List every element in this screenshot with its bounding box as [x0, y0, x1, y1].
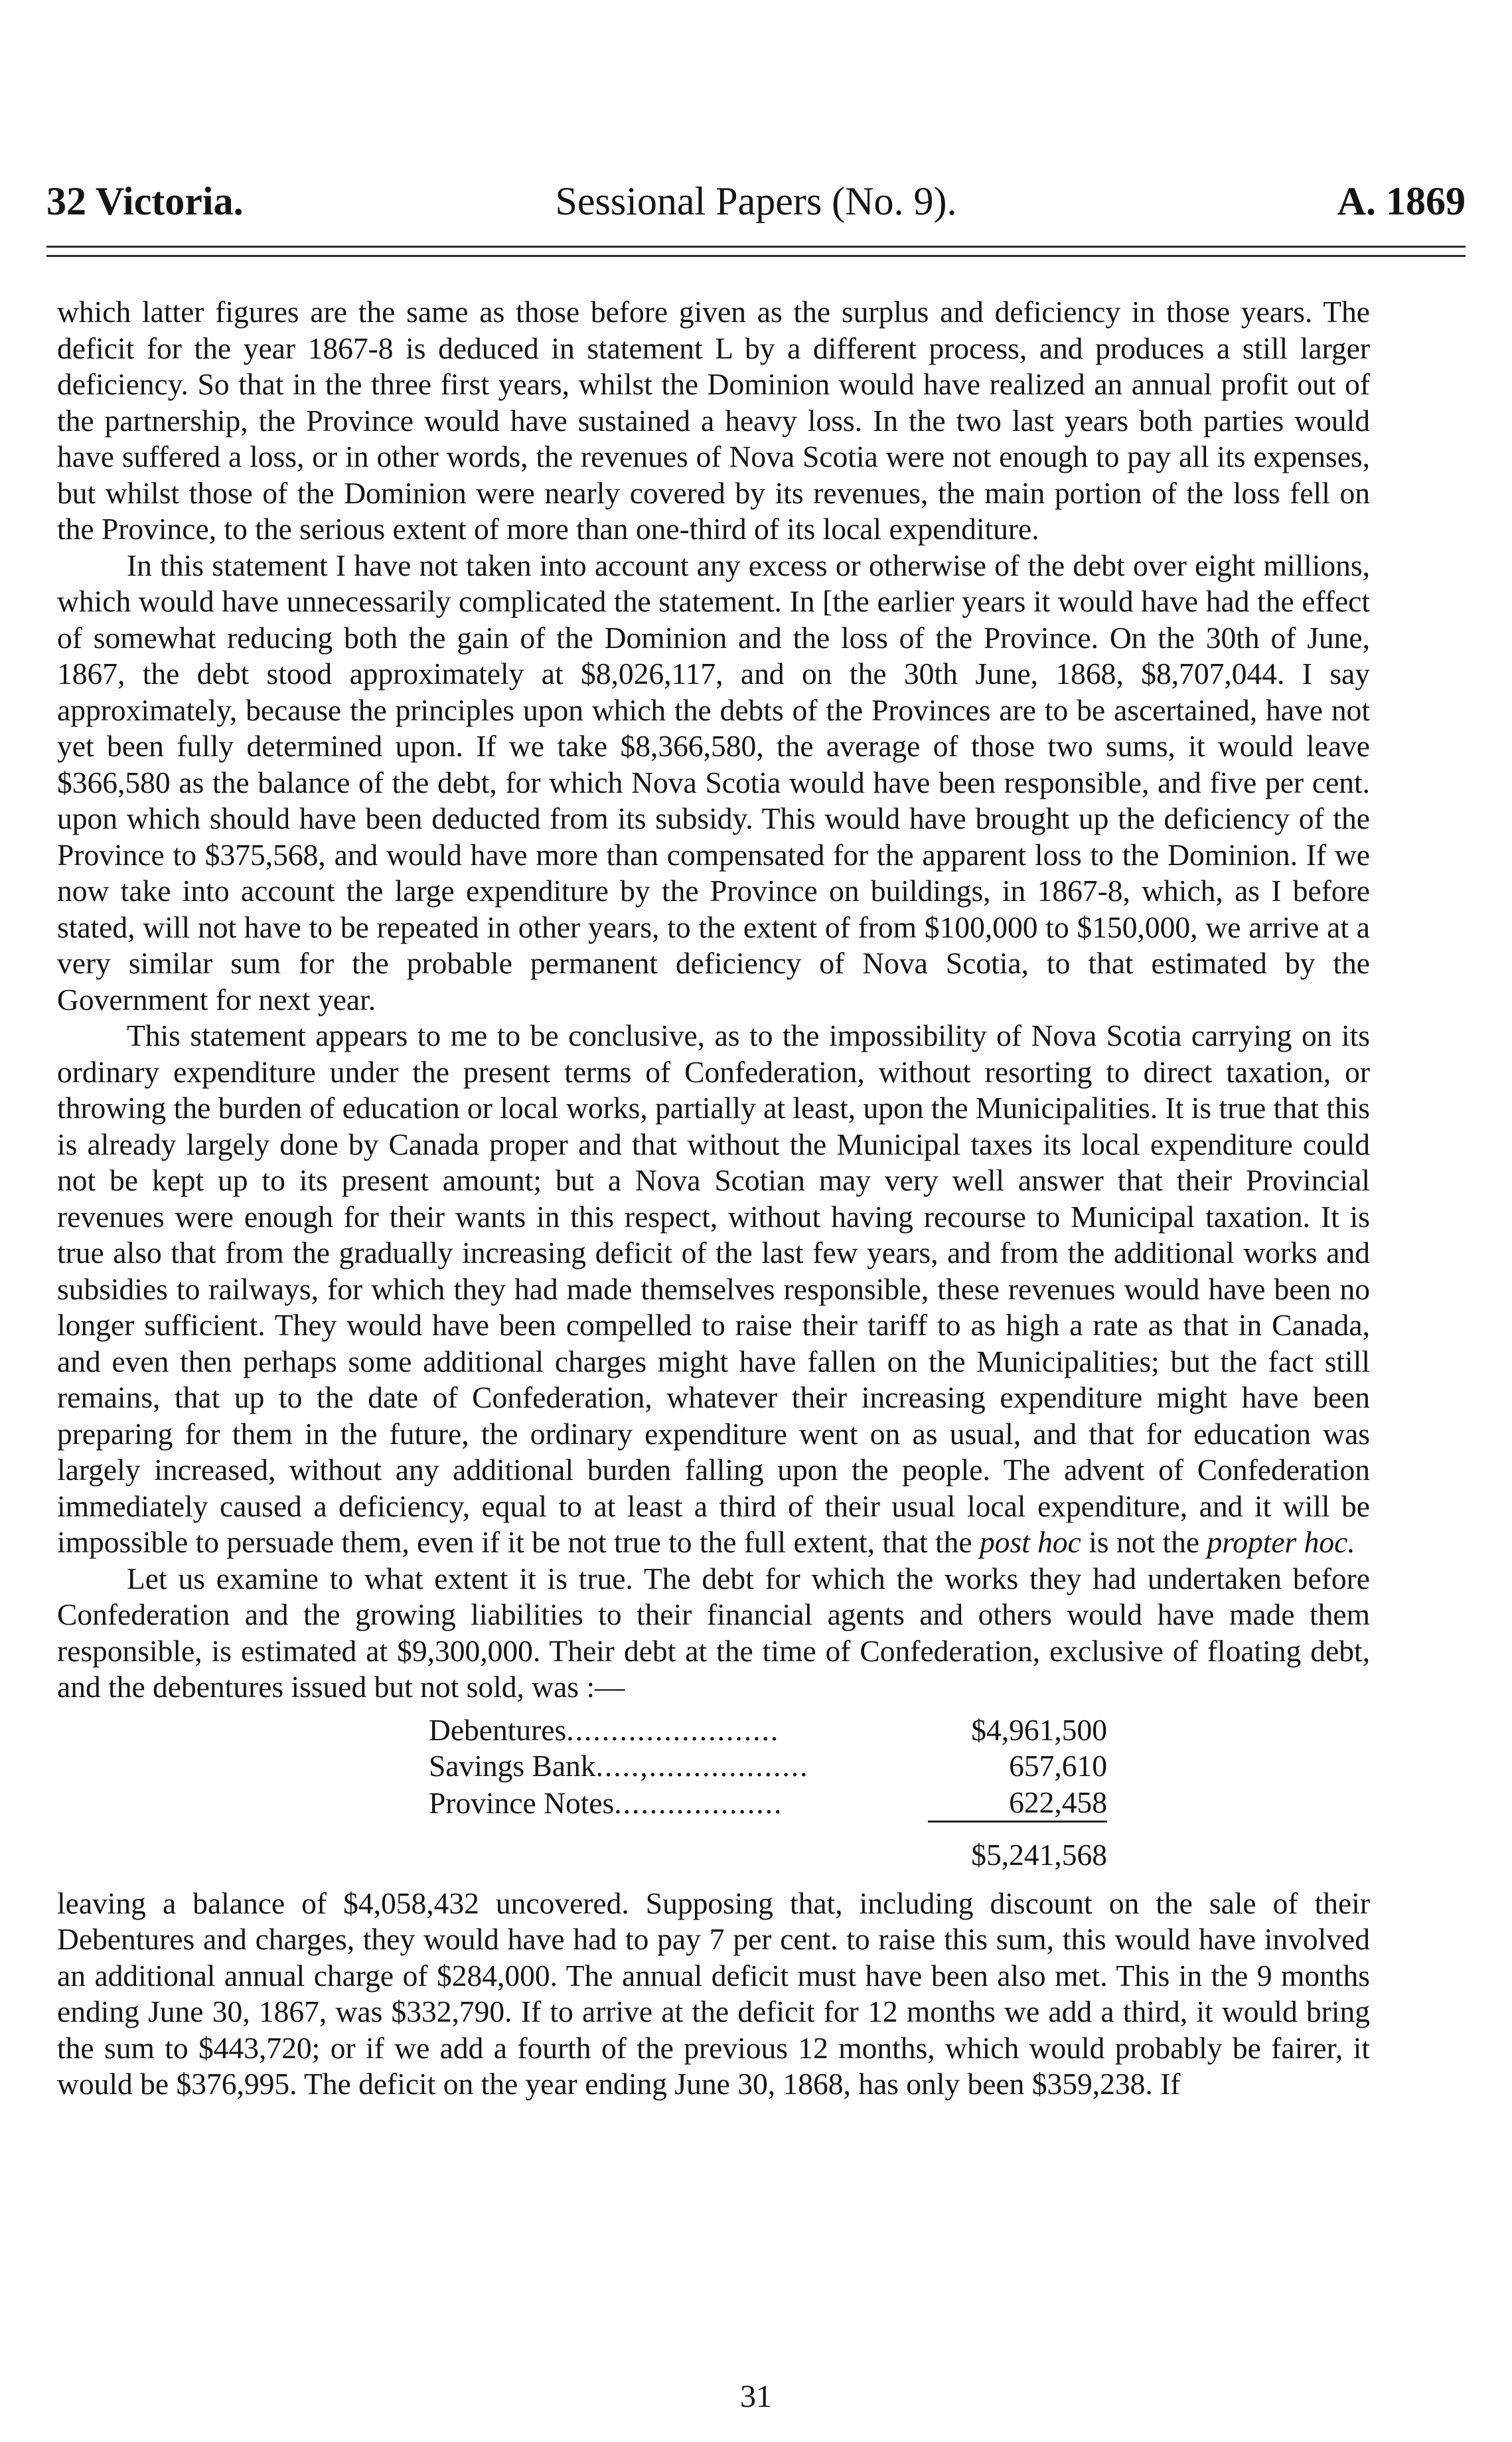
- paragraph-examine: Let us examine to what extent it is true. The debt for which the works they had undertaken before Confederation and the growing liabilities to their financial agents and others would have made them responsible, is estimated at $9,300,000. Their debt at the time of Confederation, exclusive of floating debt, and the debentures issued but not sold, was :—: [57, 1561, 1370, 1704]
- row-amount: 657,610: [1009, 1749, 1107, 1783]
- running-header: [46, 165, 1466, 238]
- rule-upper: [46, 246, 1466, 248]
- table-row: [429, 1785, 1107, 1822]
- row-label: Province Notes...................: [429, 1786, 783, 1820]
- row-amount: $4,961,500: [971, 1712, 1107, 1747]
- paragraph-conclusion: [57, 1018, 1370, 1561]
- row-label: Debentures........................: [429, 1712, 780, 1747]
- rule-lower: [46, 255, 1466, 257]
- paragraph-text: This statement appears to me to be conclusive, as to the impossibility of Nova Scotia carrying on its ordinary expenditure under the present terms of Confederation, without resorting to direct taxation, or throwing the burden of education or local works, partially at least, upon the Municipalities. It is true that this is already largely done by Canada proper and that without the Municipal taxes its local expenditure could not be kept up to its present amount; but a Nova Scotian may very well answer that their Provincial revenues were enough for their wants in this respect, without having recourse to Municipal taxation. It is true also that from the gradually increasing deficit of the last few years, and from the additional works and subsidies to railways, for which they had made themselves responsible, these revenues would have been no longer sufficient. They would have been compelled to raise their tariff to as high a rate as that in Canada, and even then perhaps some additional charges might have fallen on the Municipalities; but the fact still remains, that up to the date of Confederation, whatever their increasing expenditure might have been preparing for them in the future, the ordinary expenditure went on as usual, and that for education was largely increased, without any additional burden falling upon the people. The advent of Confederation immediately caused a deficiency, equal to at least a third of their usual local expenditure, and it will be impossible to persuade them, even if it be not true to the full extent, that the: [57, 1018, 1370, 1559]
- paragraph-debt-statement: In this statement I have not taken into account any excess or otherwise of the debt over eight millions, which would have unnecessarily complicated the statement. In [the earlier years it would have had the effect of somewhat reducing both the gain of the Dominion and the loss of the Province. On the 30th of June, 1867, the debt stood approximately at $8,026,117, and on the 30th June, 1868, $8,707,044. I say approximately, because the principles upon which the debts of the Provinces are to be ascertained, have not yet been fully determined upon. If we take $8,366,580, the average of those two sums, it would leave $366,580 as the balance of the debt, for which Nova Scotia would have been responsible, and five per cent. upon which should have been deducted from its subsidy. This would have brought up the deficiency of the Province to $375,568, and would have more than compensated for the apparent loss to the Dominion. If we now take into account the large expenditure by the Province on buildings, in 1867-8, which, as I before stated, will not have to be repeated in other years, to the extent of from $100,000 to $150,000, we arrive at a very similar sum for the probable permanent deficiency of Nova Scotia, to that estimated by the Government for next year.: [57, 548, 1370, 1017]
- paragraph-leaving-balance: leaving a balance of $4,058,432 uncovered. Supposing that, including discount on the sale of their Debentures and charges, they would have had to pay 7 per cent. to raise this sum, this would have involved an additional annual charge of $284,000. The annual deficit must have been also met. This in the 9 months ending June 30, 1867, was $332,790. If to arrive at the deficit for 12 months we add a third, it would bring the sum to $443,720; or if we add a fourth of the previous 12 months, which would probably be fairer, it would be $376,995. The deficit on the year ending June 30, 1868, has only been $359,238. If: [57, 1886, 1370, 2101]
- italic-phrase-propter-hoc: propter hoc.: [1207, 1525, 1355, 1559]
- table-row: [429, 1712, 1107, 1749]
- italic-phrase-post-hoc: post hoc: [979, 1525, 1081, 1559]
- header-session: 32 Victoria.: [46, 179, 244, 223]
- header-double-rule: [46, 246, 1466, 262]
- table-total-row: [429, 1822, 1107, 1874]
- header-year: A. 1869: [1337, 179, 1466, 223]
- header-title: Sessional Papers (No. 9).: [555, 179, 957, 223]
- total-amount: $5,241,568: [971, 1838, 1107, 1872]
- table-row: [429, 1748, 1107, 1785]
- debt-statement-table: [429, 1712, 1107, 1874]
- page-body: [57, 294, 1370, 2103]
- row-amount: 622,458: [928, 1785, 1107, 1822]
- paragraph-continued: which latter figures are the same as those before given as the surplus and deficiency in those years. The deficit for the year 1867-8 is deduced in statement L by a different process, and produces a still larger deficiency. So that in the three first years, whilst the Dominion would have realized an annual profit out of the partnership, the Province would have sustained a heavy loss. In the two last years both parties would have suffered a loss, or in other words, the revenues of Nova Scotia were not enough to pay all its expenses, but whilst those of the Dominion were nearly covered by its revenues, the main portion of the loss fell on the Province, to the serious extent of more than one-third of its local expenditure.: [57, 295, 1370, 546]
- paragraph-text-mid: is not the: [1089, 1525, 1200, 1559]
- page-number: 31: [740, 2379, 772, 2414]
- row-label: Savings Bank.....,..................: [429, 1749, 809, 1783]
